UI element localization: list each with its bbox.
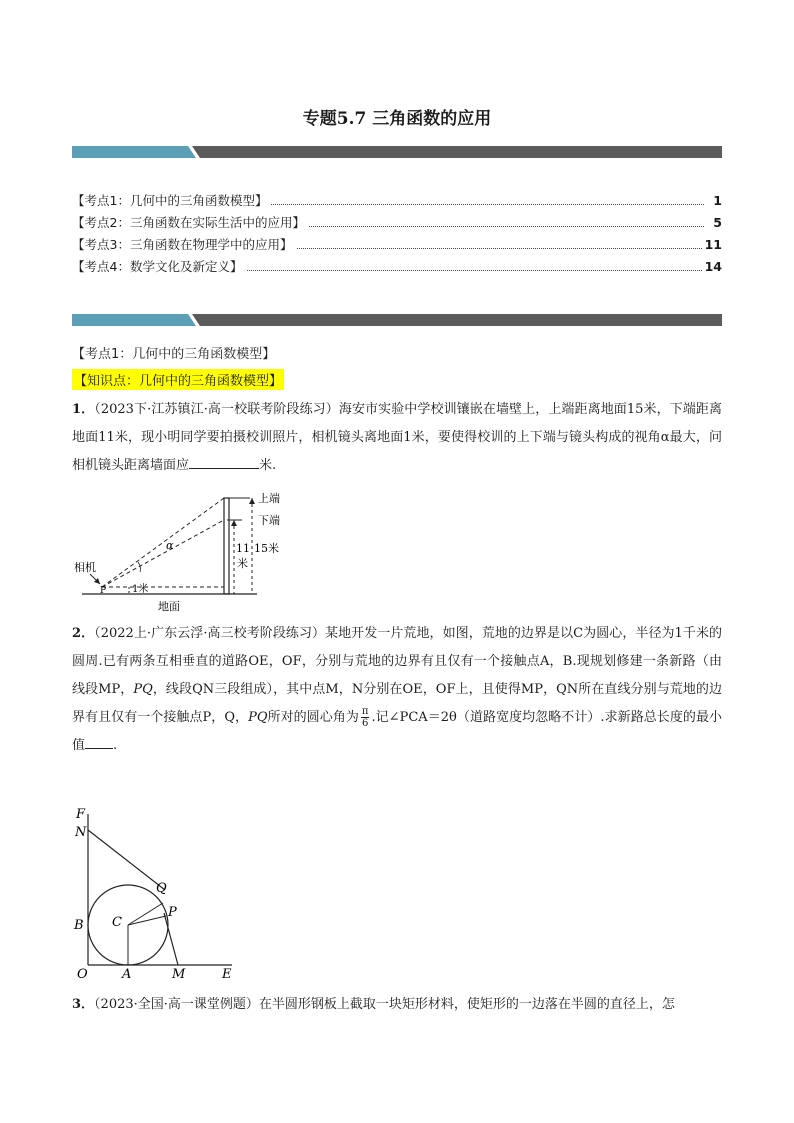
question-number: 1． [72, 402, 95, 417]
toc-item-label: 【考点1：几何中的三角函数模型】 [72, 193, 271, 208]
label-m: M [172, 967, 186, 982]
question-text: （2023下·江苏镇江·高一校联考阶段练习）海安市实验中学校训镶嵌在墙壁上，上端距离地面15米，下端距离地面11米，现小明同学要拍摄校训照片，相机镜头离地面1米，要使得校训的上下端与镜头构成的视角α最大，问相机镜头距离墙面应 [72, 402, 722, 473]
toc-item-label: 【考点2：三角函数在实际生活中的应用】 [72, 215, 309, 230]
fraction-numerator: π [361, 706, 369, 717]
toc-item-label: 【考点4：数学文化及新定义】 [72, 259, 246, 274]
label-point-p: P [100, 586, 107, 596]
toc-item[interactable] [72, 212, 722, 234]
label-p: P [168, 905, 177, 920]
label-height-11-unit: 米 [237, 557, 248, 570]
label-c: C [112, 915, 122, 930]
question-text-2: ，线段QN三段组成），其中点M，N分别在OE，OF上，且使得MP，QN所在直线分别与荒地的边界有且仅有一个接触点P，Q， [72, 682, 723, 725]
label-e: E [222, 967, 232, 982]
question-number: 3． [72, 997, 95, 1012]
knowledge-point-label: 【知识点：几何中的三角函数模型】 [72, 369, 284, 390]
label-top-end: 上端 [258, 492, 280, 505]
toc-item-page: 14 [702, 256, 722, 278]
label-a: A [122, 967, 132, 982]
toc-item-page: 11 [702, 234, 722, 256]
page-title: 专题5.7 三角函数的应用 [302, 109, 492, 129]
answer-blank[interactable] [189, 454, 259, 469]
fraction-pi-over-6 [361, 706, 370, 729]
label-bottom-end: 下端 [258, 514, 280, 527]
toc-item[interactable] [72, 190, 722, 212]
label-ground: 地面 [158, 600, 180, 613]
question-text-end: . [113, 738, 118, 753]
label-b: B [74, 918, 84, 933]
label-alpha: α [166, 539, 174, 552]
question-text: （2022上·广东云浮·高三校考阶段练习）某地开发一片荒地，如图，荒地的边界是以C为圆心，半径为1千米的圆周.已有两条互相垂直的道路OE，OF，分别与荒地的边界有且仅有一个接触点A，B.现规划修建一条新路（由线段MP， [72, 626, 722, 697]
question-text-end: 米. [259, 458, 277, 473]
arc-pq: PQ [133, 682, 153, 697]
label-camera: 相机 [74, 561, 96, 574]
toc-item-page: 5 [710, 212, 722, 234]
question-text-3: 所对的圆心角为 [267, 710, 359, 725]
section-banner [72, 314, 722, 326]
toc-item[interactable] [72, 256, 722, 278]
question-text-4: .记∠PCA＝2θ（道路宽度均忽略不计）.求新路总长度的最小值 [72, 710, 722, 753]
label-height-11: 11 [236, 542, 250, 555]
label-height-15: 15米 [254, 542, 279, 555]
figure-wall-camera [72, 492, 302, 614]
label-o: O [77, 967, 88, 982]
question-1 [72, 396, 722, 480]
figure-circle-road [72, 800, 252, 982]
table-of-contents [72, 190, 722, 278]
toc-item-page: 1 [710, 190, 722, 212]
label-q: Q [156, 881, 167, 896]
answer-blank[interactable] [85, 734, 113, 749]
toc-item-label: 【考点3：三角函数在物理学中的应用】 [72, 237, 296, 252]
question-number: 2． [72, 626, 95, 641]
toc-item[interactable] [72, 234, 722, 256]
question-text: （2023·全国·高一课堂例题）在半圆形钢板上截取一块矩形材料，使矩形的一边落在半圆的直径上，怎 [94, 997, 675, 1012]
label-height-1: 1米 [132, 584, 149, 595]
label-f: F [76, 807, 86, 822]
section-heading: 【考点1：几何中的三角函数模型】 [72, 347, 276, 362]
question-3 [72, 991, 722, 1019]
title-banner [72, 146, 722, 158]
arc-pq: PQ [248, 710, 268, 725]
fraction-denominator: 6 [361, 718, 369, 729]
question-2 [72, 620, 722, 760]
label-n: N [75, 825, 87, 840]
